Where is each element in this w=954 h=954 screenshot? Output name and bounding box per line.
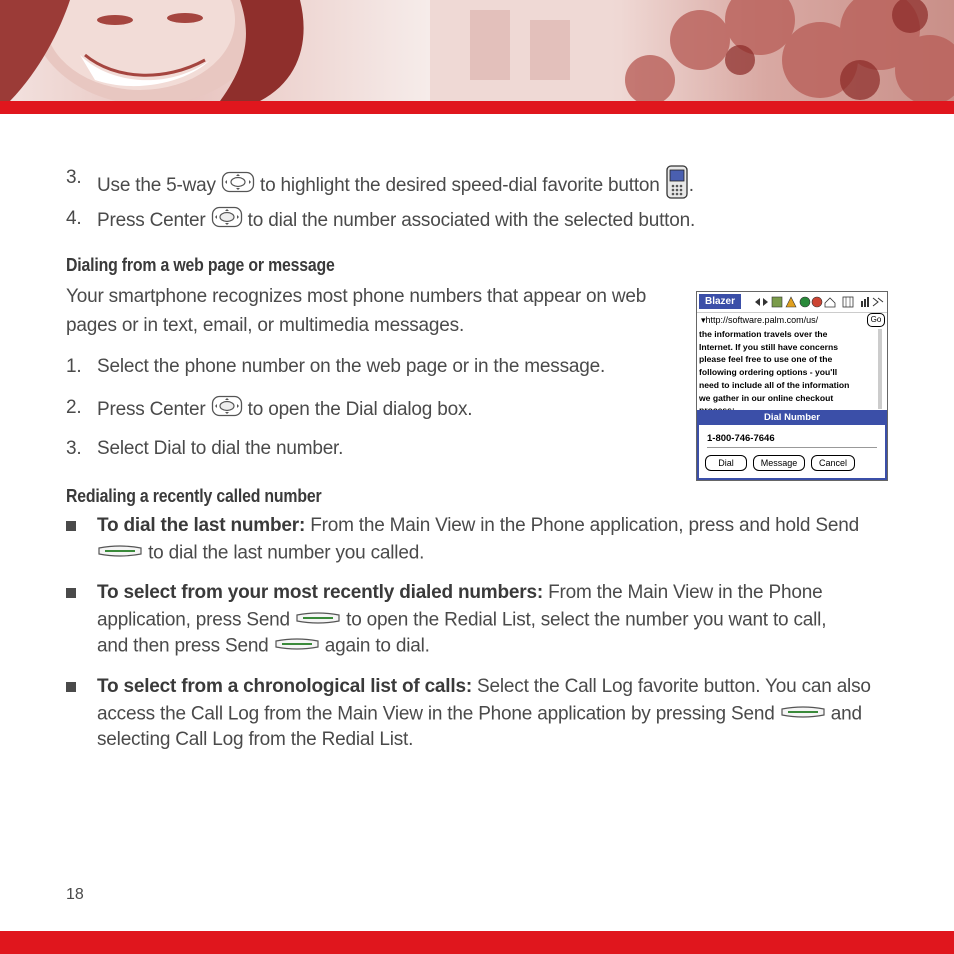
bullet-text-part: again to dial. <box>324 635 430 657</box>
section-heading: Dialing from a web page or message <box>66 255 335 275</box>
bullet-text-part: Select the Call Log favorite button. You can also <box>477 676 871 697</box>
five-way-navigator-icon <box>221 171 255 201</box>
web-page-line: we gather in our online checkout <box>699 392 834 403</box>
section-heading: Redialing a recently called number <box>66 486 322 506</box>
bullet-marker <box>66 521 76 531</box>
web-page-line: Internet. If you still have concerns <box>699 341 838 352</box>
web-page-text <box>699 328 877 417</box>
bullet-text <box>97 513 897 566</box>
step-number: 4. <box>66 208 82 229</box>
dial-button[interactable]: Dial <box>705 455 747 471</box>
speed-dial-favorite-button-icon <box>665 165 689 207</box>
message-button[interactable]: Message <box>753 455 805 471</box>
page-number: 18 <box>66 886 84 903</box>
send-button-icon <box>97 540 143 567</box>
bullet-text-part: application, press Send <box>97 608 290 630</box>
step-text-after: to highlight the desired speed-dial favorite button <box>260 175 660 197</box>
bullet-text <box>97 674 897 754</box>
step-number: 1. <box>66 356 82 377</box>
dialog-title: Dial Number <box>697 410 887 425</box>
step-number: 3. <box>66 167 82 188</box>
web-page-line: following ordering options - you'll <box>699 367 838 378</box>
send-button-icon <box>295 607 341 634</box>
step-text: Select Dial to dial the number. <box>97 438 344 459</box>
section-intro: Your smartphone recognizes most phone numbers that appear on web pages or in text, email, or multimedia messages. <box>66 286 647 336</box>
bullet-lead: To select from a chronological list of calls: <box>97 676 472 697</box>
step-number: 2. <box>66 397 82 418</box>
bullet-text-part: and <box>830 702 862 724</box>
address-bar[interactable]: ▾http://software.palm.com/us/ <box>701 315 819 325</box>
bullet-text-part: From the Main View in the Phone <box>548 582 823 603</box>
bullet-text-part: selecting Call Log from the Redial List. <box>97 729 414 751</box>
center-button-icon <box>211 395 243 425</box>
step-text-before: Use the 5-way <box>97 175 216 197</box>
bottom-red-bar <box>0 931 954 954</box>
step-text-after: to dial the number associated with the selected button. <box>247 210 696 232</box>
header-photo-banner <box>0 0 954 101</box>
bullet-text-part: and then press Send <box>97 635 269 657</box>
browser-toolbar <box>697 292 887 313</box>
bullet-lead: To dial the last number: <box>97 515 306 536</box>
step-text <box>97 206 897 236</box>
step-number: 3. <box>66 438 82 459</box>
browser-toolbar-icons <box>753 295 885 309</box>
web-page-line: the information travels over the <box>699 329 828 339</box>
dialog-phone-number: 1-800-746-7646 <box>707 433 775 444</box>
step-text <box>97 165 897 207</box>
dial-number-screenshot <box>696 291 888 481</box>
dial-number-dialog <box>697 425 887 480</box>
step-text: Select the phone number on the web page or in the message. <box>97 356 606 377</box>
scrollbar[interactable] <box>878 329 882 409</box>
address-url: http://software.palm.com/us/ <box>705 315 819 325</box>
bullet-text-part: access the Call Log from the Main View in the Phone application by pressing Send <box>97 702 775 724</box>
step-text-end: . <box>688 175 694 197</box>
center-button-icon <box>211 206 243 236</box>
go-button[interactable]: Go <box>867 313 885 327</box>
send-button-icon <box>780 701 826 728</box>
cancel-button[interactable]: Cancel <box>811 455 855 471</box>
send-button-icon <box>274 633 320 660</box>
app-title: Blazer <box>699 294 741 309</box>
dialog-divider <box>707 447 877 448</box>
header-photo-illustration <box>0 0 954 101</box>
bullet-text-part: to dial the last number you called. <box>148 541 425 563</box>
step-text-before: Press Center <box>97 399 206 421</box>
bullet-lead: To select from your most recently dialed numbers: <box>97 582 543 603</box>
step-text <box>97 395 657 425</box>
bullet-marker <box>66 588 76 598</box>
bullet-marker <box>66 682 76 692</box>
bullet-text <box>97 580 897 660</box>
step-text-after: to open the Dial dialog box. <box>247 399 473 421</box>
bullet-text-part: From the Main View in the Phone application, press and hold Send <box>310 515 859 536</box>
top-red-bar <box>0 101 954 114</box>
web-page-line: please feel free to use one of the <box>699 354 833 365</box>
step-text-before: Press Center <box>97 210 206 232</box>
web-page-line: need to include all of the information <box>699 379 850 390</box>
bullet-text-part: to open the Redial List, select the number you want to call, <box>346 608 827 630</box>
